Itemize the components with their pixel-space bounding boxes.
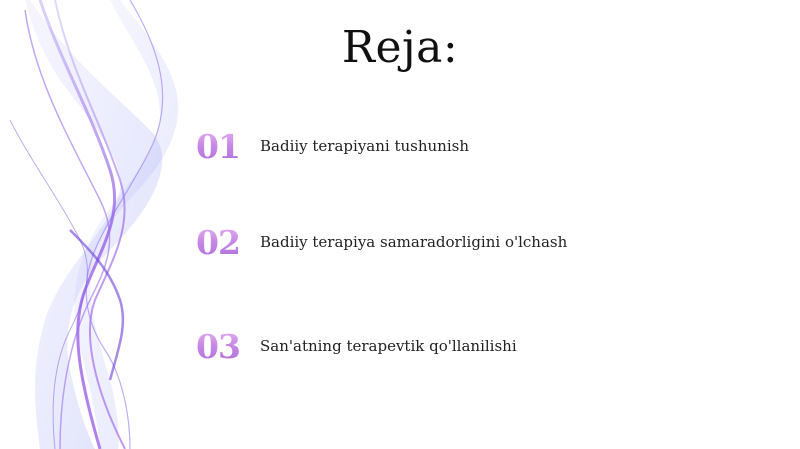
slide-title: Reja: [341,22,459,73]
agenda-text-3: San'atning terapevtik qo'llanilishi [260,337,517,355]
agenda-item-2 [196,220,567,264]
agenda-number-3: 03 [196,327,260,366]
agenda-text-2: Badiiy terapiya samaradorligini o'lchash [260,233,568,251]
agenda-item-3 [196,324,517,368]
agenda-item-1 [196,124,469,168]
agenda-number-1: 01 [196,127,260,166]
agenda-number-2: 02 [196,223,260,262]
agenda-text-1: Badiiy terapiyani tushunish [260,137,469,155]
